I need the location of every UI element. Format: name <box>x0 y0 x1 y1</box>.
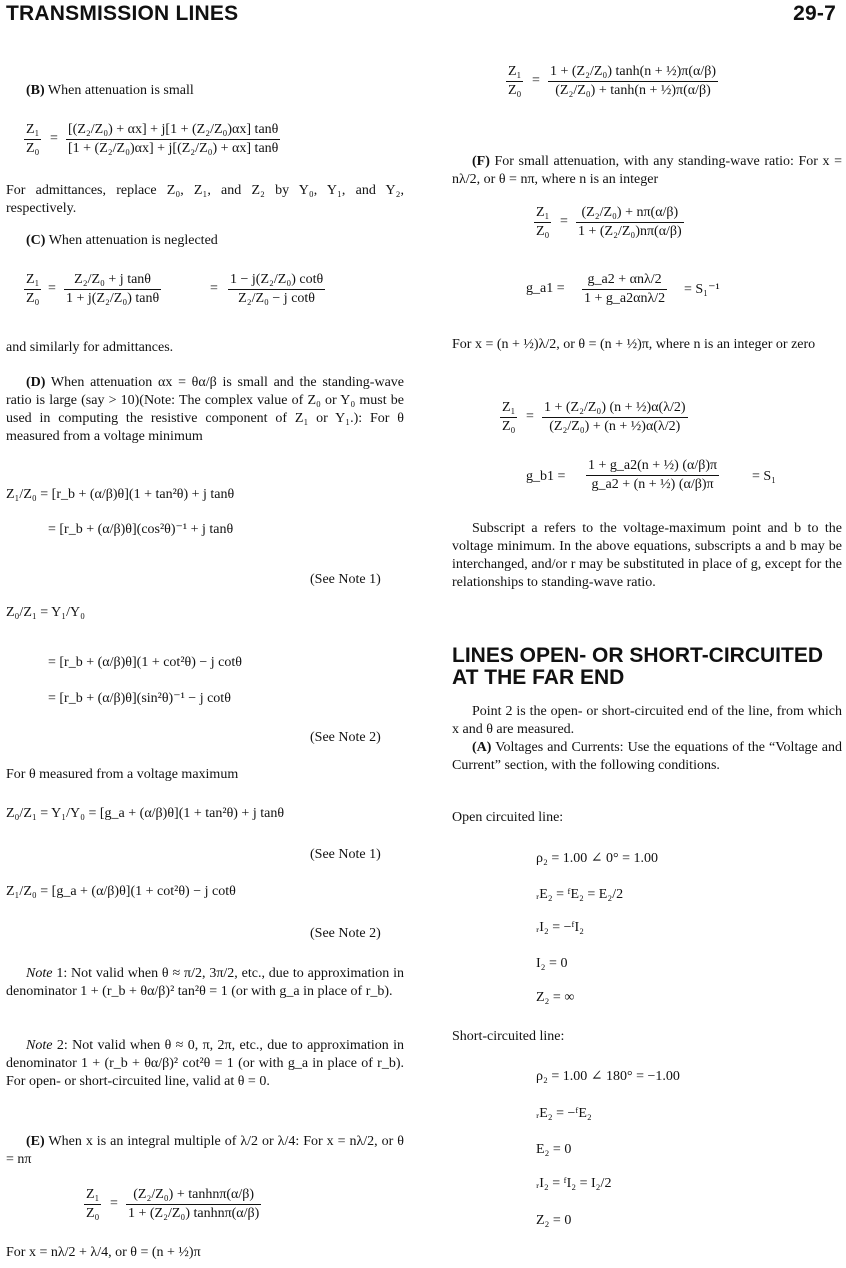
open-eq-3: ᵣI₂ = −ᶠI₂ <box>536 920 585 935</box>
short-eq-3: E₂ = 0 <box>536 1142 572 1157</box>
equation-f2-lhs: g_a1 = <box>526 281 565 296</box>
see-note-1-a: (See Note 1) <box>310 572 381 587</box>
equation-f1-lhs: Z₁ Z₀ <box>536 205 550 239</box>
item-e-text: When x is an integral multiple of λ/2 or λ/4: For x = nλ/2, or θ = nπ <box>6 1134 405 1167</box>
note-2-text: 2: Not valid when θ ≈ 0, π, 2π, etc., due to approximation in denominator 1 + (r_b + θα/β)² cot²θ = 1 (or with g_a in place of r_b). For open- or short-circuited line, valid at θ = 0. <box>6 1038 404 1089</box>
page-number: 29-7 <box>793 2 836 25</box>
item-b-text: When attenuation is small <box>47 83 194 98</box>
short-eq-5: Z₂ = 0 <box>536 1213 572 1228</box>
maximum-intro: For θ measured from a voltage maximum <box>6 767 239 782</box>
short-eq-1: ρ₂ = 1.00 ∠ 180° = −1.00 <box>536 1069 680 1084</box>
item-c-text: When attenuation is neglected <box>48 233 218 248</box>
equation-f4-lhs: g_b1 = <box>526 469 566 484</box>
open-eq-5: Z₂ = ∞ <box>536 990 575 1005</box>
item-e-last-line: For x = nλ/2 + λ/4, or θ = (n + ½)π <box>6 1245 201 1260</box>
note-1 <box>6 965 404 1001</box>
equation-b-lhs: Z₁ Z₀ <box>26 122 40 156</box>
equation-top-lhs: Z₁ Z₀ <box>508 64 522 98</box>
item-a-paragraph <box>452 739 842 775</box>
equation-b-rhs: [(Z₂/Z₀) + αx] + j[1 + (Z₂/Z₀)αx] tanθ [1 + (Z₂/Z₀)αx] + j[(Z₂/Z₀) + αx] tanθ <box>68 122 279 156</box>
item-d-label: (D) <box>26 375 46 390</box>
equation-d7: Z₁/Z₀ = [g_a + (α/β)θ](1 + cot²θ) − j cotθ <box>6 884 236 899</box>
item-f-paragraph <box>452 153 842 189</box>
point-2-paragraph: Point 2 is the open- or short-circuited end of the line, from which x and θ are measured. <box>452 704 842 737</box>
item-d-paragraph <box>6 374 404 446</box>
equation-f4-rhs: 1 + g_a2(n + ½) (α/β)π g_a2 + (n + ½) (α/β)π <box>588 458 718 492</box>
item-d-text: When attenuation αx = θα/β is small and the standing-wave ratio is large (say > 10)(Note: The complex value of Z₀ or Y₀ must be used in computing the resistive component of Z₁ or Y₁.): For θ measured from a voltage minimum <box>6 375 405 444</box>
item-e-paragraph <box>6 1133 404 1169</box>
section-heading: LINES OPEN- OR SHORT-CIRCUITED AT THE FAR END <box>452 644 824 689</box>
admittance-paragraph: For admittances, replace Z₀, Z₁, and Z₂ by Y₀, Y₁, and Y₂, respectively. <box>6 183 404 216</box>
item-f-label: (F) <box>472 154 490 169</box>
item-b <box>26 83 194 99</box>
subscript-paragraph: Subscript a refers to the voltage-maximum point and b to the voltage minimum. In the above equations, subscripts a and b may be interchanged, and/or r may be substituted in place of g, except for the relationships to standing-wave ratio. <box>452 521 842 590</box>
open-eq-2: ᵣE₂ = ᶠE₂ = E₂/2 <box>536 887 624 902</box>
equation-c-term1: Z₂/Z₀ + j tanθ 1 + j(Z₂/Z₀) tanθ <box>66 272 160 306</box>
equation-f1-rhs: (Z₂/Z₀) + nπ(α/β) 1 + (Z₂/Z₀)nπ(α/β) <box>578 205 682 239</box>
equation-d6: Z₀/Z₁ = Y₁/Y₀ = [g_a + (α/β)θ](1 + tan²θ) + j tanθ <box>6 806 285 821</box>
running-header-title: TRANSMISSION LINES <box>6 2 239 25</box>
item-a-text: Voltages and Currents: Use the equations of the “Voltage and Current” section, with the following conditions. <box>452 740 843 773</box>
open-eq-1: ρ₂ = 1.00 ∠ 0° = 1.00 <box>536 851 658 866</box>
note-2 <box>6 1037 404 1091</box>
equation-c-lhs: Z₁ Z₀ <box>26 272 40 306</box>
equation-f3-rhs: 1 + (Z₂/Z₀) (n + ½)α(λ/2) (Z₂/Z₀) + (n + ½)α(λ/2) <box>544 400 686 434</box>
left-column: (B) When attenuation is small Z₁ Z₀ = [(Z₂/Z₀) + αx] + j[1 + (Z₂/Z₀)αx] tanθ [1 + (Z₂/Z₀)αx] + j[(Z₂/Z₀) + αx] tanθ For admittances, replace Z₀, Z₁, and Z₂ by Y₀, Y₁, and Y₂, respectively. (C) When attenuation is neglected Z₁ Z₀ = Z₂/Z₀ + j tanθ 1 + j(Z₂/Z₀) tanθ = 1 − j(Z₂/Z₀) cotθ Z₂/Z₀ − j cotθ and similarly for admittances. (D) When attenuation αx = θα/β is small and the standing-wave ratio is large (say > 10)(Note: The complex value of Z₀ or Y₀ must be used in computing the resistive component of Z₁ or Y₁.): For θ measured from a voltage minimum Z₁/Z₀ = [r_b + (α/β)θ](1 + tan²θ) + j tanθ = [r_b + (α/β)θ](cos²θ)⁻¹ + j tanθ (See Note 1) Z₀/Z₁ = Y₁/Y₀ = [r_b + (α/β)θ](1 + cot²θ) − j cotθ = [r_b + (α/β)θ](sin²θ)⁻¹ − j cotθ (See Note 2) For θ measured from a voltage maximum Z₀/Z₁ = Y₁/Y₀ = [g_a + (α/β)θ](1 + tan²θ) + j tanθ (See Note 1) Z₁/Z₀ = [g_a + (α/β)θ](1 + cot²θ) − j cotθ (See Note 2) Note 1: Not valid when θ ≈ π/2, 3π/2, etc., due to approximation in denominator 1 + (r_b + θα/β)² tan²θ = 1 (or with g_a in place of r_b). Note 2: Not valid when θ ≈ 0, π, 2π, etc., due to approximation in denominator 1 + (r_b + θα/β)² cot²θ = 1 (or with g_a in place of r_b). For open- or short-circuited line, valid at θ = 0. (E) When x is an integral multiple of λ/2 or λ/4: For x = nλ/2, or θ = nπ Z₁ Z₀ = (Z₂/Z₀) + tanhnπ(α/β) 1 + (Z₂/Z₀) tanhnπ(α/β) For x = nλ/2 + λ/4, or θ = (n + ½)π <box>6 83 405 1260</box>
item-f-text: For small attenuation, with any standing-wave ratio: For x = nλ/2, or θ = nπ, where n is an integer <box>452 154 842 187</box>
see-note-2-a: (See Note 2) <box>310 730 381 745</box>
equation-d3: Z₀/Z₁ = Y₁/Y₀ <box>6 605 86 620</box>
see-note-1-b: (See Note 1) <box>310 847 381 862</box>
item-a-label: (A) <box>472 740 492 755</box>
short-eq-4: ᵣI₂ = ᶠI₂ = I₂/2 <box>536 1176 612 1191</box>
equation-c-term2: 1 − j(Z₂/Z₀) cotθ Z₂/Z₀ − j cotθ <box>230 272 324 306</box>
equation-f4-result: = S₁ <box>752 469 777 484</box>
open-eq-4: I₂ = 0 <box>536 956 568 971</box>
equation-f3-lhs: Z₁ Z₀ <box>502 400 516 434</box>
short-circuit-label: Short-circuited line: <box>452 1029 565 1044</box>
admittance-note: and similarly for admittances. <box>6 340 174 355</box>
item-e-label: (E) <box>26 1134 45 1149</box>
note-2-label: Note <box>26 1038 53 1053</box>
item-c <box>26 233 218 249</box>
equation-e-lhs: Z₁ Z₀ <box>86 1187 100 1221</box>
open-circuit-label: Open circuited line: <box>452 810 564 825</box>
equation-top-rhs: 1 + (Z₂/Z₀) tanh(n + ½)π(α/β) (Z₂/Z₀) + tanh(n + ½)π(α/β) <box>550 64 717 98</box>
equation-d2: = [r_b + (α/β)θ](cos²θ)⁻¹ + j tanθ <box>48 522 234 537</box>
item-c-label: (C) <box>26 233 46 248</box>
right-column: Z₁ Z₀ = 1 + (Z₂/Z₀) tanh(n + ½)π(α/β) (Z₂/Z₀) + tanh(n + ½)π(α/β) (F) For small attenuation, with any standing-wave ratio: For x = nλ/2, or θ = nπ, where n is an integer Z₁ Z₀ = (Z₂/Z₀) + nπ(α/β) 1 + (Z₂/Z₀)nπ(α/β) g_a1 = g_a2 + αnλ/2 1 + g_a2αnλ/2 = S₁⁻¹ For x = (n + ½)λ/2, or θ = (n + ½)π, where n is an integer or zero Z₁ Z₀ = 1 + (Z₂/Z₀) (n + ½)α(λ/2) (Z₂/Z₀) + (n + ½)α(λ/2) g_b1 = 1 + g_a2(n + ½) (α/β)π g_a2 + (n + ½) (α/β)π = S₁ Subscript a refers to the voltage-maximum point and b to the voltage minimum. In the above equations, subscripts a and b may be interchanged, and/or r may be substituted in place of g, except for the relationships to standing-wave ratio. LINES OPEN- OR SHORT-CIRCUITED AT THE FAR END Point 2 is the open- or short-circuited end of the line, from which x and θ are measured. (A) Voltages and Currents: Use the equations of the “Voltage and Current” section, with the following conditions. Open circuited line: ρ₂ = 1.00 ∠ 0° = 1.00 ᵣE₂ = ᶠE₂ = E₂/2 ᵣI₂ = −ᶠI₂ I₂ = 0 Z₂ = ∞ Short-circuited line: ρ₂ = 1.00 ∠ 180° = −1.00 ᵣE₂ = −ᶠE₂ E₂ = 0 ᵣI₂ = ᶠI₂ = I₂/2 Z₂ = 0 <box>452 64 843 1228</box>
equation-f2-result: = S₁⁻¹ <box>684 282 720 297</box>
equation-d5: = [r_b + (α/β)θ](sin²θ)⁻¹ − j cotθ <box>48 691 231 706</box>
short-eq-2: ᵣE₂ = −ᶠE₂ <box>536 1106 592 1121</box>
equation-d4: = [r_b + (α/β)θ](1 + cot²θ) − j cotθ <box>48 655 242 670</box>
note-1-text: 1: Not valid when θ ≈ π/2, 3π/2, etc., due to approximation in denominator 1 + (r_b + θα/β)² tan²θ = 1 (or with g_a in place of r_b). <box>6 966 404 999</box>
equation-d1: Z₁/Z₀ = [r_b + (α/β)θ](1 + tan²θ) + j tanθ <box>6 487 235 502</box>
equation-f2-rhs: g_a2 + αnλ/2 1 + g_a2αnλ/2 <box>584 272 666 306</box>
item-f-second-case: For x = (n + ½)λ/2, or θ = (n + ½)π, where n is an integer or zero <box>452 337 816 352</box>
equation-e-rhs: (Z₂/Z₀) + tanhnπ(α/β) 1 + (Z₂/Z₀) tanhnπ(α/β) <box>128 1187 260 1221</box>
note-1-label: Note <box>26 966 53 981</box>
item-b-label: (B) <box>26 83 45 98</box>
see-note-2-b: (See Note 2) <box>310 926 381 941</box>
